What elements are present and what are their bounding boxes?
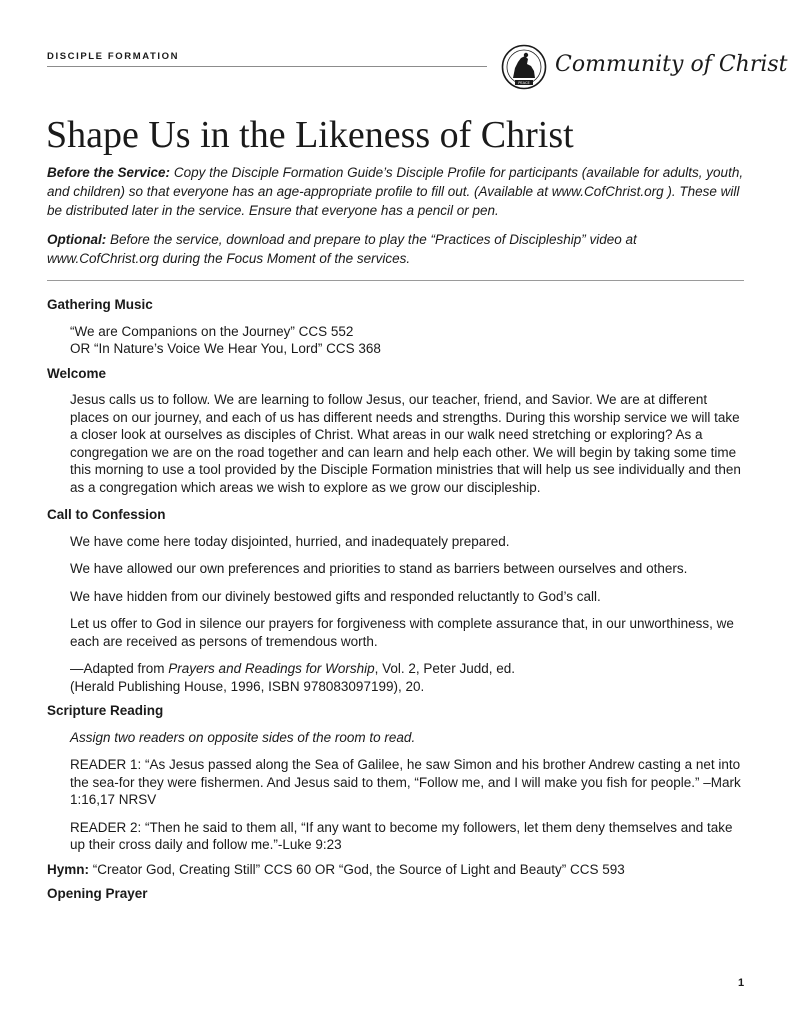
- hymn-line: [47, 861, 747, 879]
- welcome-heading: Welcome: [47, 365, 107, 381]
- page-title: Shape Us in the Likeness of Christ: [46, 114, 574, 156]
- scripture-heading: Scripture Reading: [47, 703, 164, 718]
- confession-heading: Call to Confession: [47, 507, 166, 522]
- section-divider: [47, 280, 744, 281]
- confession-paragraph: We have hidden from our divinely bestowed gifts and responded reluctantly to God’s call.: [70, 588, 601, 604]
- optional-text: Before the service, download and prepare to play the “Practices of Discipleship” video at www.CofChrist.org during the Focus Moment of the services.: [47, 232, 637, 266]
- reader-2-text: READER 2: “Then he said to them all, “If any want to become my followers, let them deny themselves and take up their cross daily and follow me.”-Luke 9:23: [70, 819, 733, 852]
- page-number: 1: [738, 977, 745, 989]
- source-title: Prayers and Readings for Worship: [168, 661, 375, 676]
- reader-1-text: READER 1: “As Jesus passed along the Sea of Galilee, he saw Simon and his brother Andrew casting a net into the sea-for they were fishermen. And Jesus said to them, “Follow me, and I will make you fish for people.” –Mark 1:16,17 NRSV: [70, 757, 741, 807]
- section-label: DISCIPLE FORMATION: [47, 51, 180, 62]
- confession-source: [70, 660, 747, 678]
- order-of-worship: [47, 296, 747, 903]
- confession-source-publisher: (Herald Publishing House, 1996, ISBN 978083097199), 20.: [70, 678, 425, 694]
- header-divider: [47, 66, 487, 67]
- optional-label: Optional:: [47, 232, 107, 247]
- seal-text: PEACE: [518, 81, 530, 85]
- before-service-label: Before the Service:: [47, 165, 171, 180]
- confession-paragraph: We have allowed our own preferences and priorities to stand as barriers between ourselves and others.: [70, 561, 688, 576]
- source-rest: , Vol. 2, Peter Judd, ed.: [374, 661, 515, 676]
- confession-paragraph: Let us offer to God in silence our prayers for forgiveness with complete assurance that, in our unworthiness, we each are received as persons of tremendous worth.: [70, 616, 734, 649]
- confession-paragraph: We have come here today disjointed, hurried, and inadequately prepared.: [70, 533, 510, 549]
- gathering-music-heading: Gathering Music: [47, 297, 153, 312]
- seal-icon: [501, 44, 547, 90]
- before-service-note: [47, 163, 747, 220]
- logo-text: Community of Christ: [555, 52, 788, 77]
- gathering-music-option-1: “We are Companions on the Journey” CCS 552: [70, 323, 354, 339]
- gathering-music-option-2: OR “In Nature’s Voice We Hear You, Lord” CCS 368: [70, 341, 381, 356]
- before-service-text: Copy the Disciple Formation Guide’s Disciple Profile for participants (available for adults, youth, and children) so that everyone has an age-appropriate profile to fill out. (Available at www.CofChrist.org ). These will be distributed later in the service. Ensure that everyone has a pencil or pen.: [47, 165, 744, 218]
- hymn-label: Hymn:: [47, 861, 90, 877]
- welcome-text: Jesus calls us to follow. We are learning to follow Jesus, our teacher, friend, and Savior. We are at different places on our journey, and each of us has different needs and strengths. During this worship service we will take a closer look at ourselves as disciples of Christ. What areas in our walk need stretching or exploring? As a congregation we are on the road together and can learn and help each other. We will begin by taking some time this morning to use a tool provided by the Disciple Formation ministries that will help us see individually and then as a congregation which areas we wish to explore as we grow our discipleship.: [70, 392, 741, 495]
- community-of-christ-logo: [501, 44, 788, 90]
- hymn-text: “Creator God, Creating Still” CCS 60 OR “God, the Source of Light and Beauty” CCS 593: [89, 861, 625, 877]
- scripture-instruction: Assign two readers on opposite sides of the room to read.: [70, 729, 416, 745]
- opening-prayer-heading: Opening Prayer: [47, 886, 148, 901]
- source-prefix: —Adapted from: [70, 661, 169, 676]
- optional-note: [47, 230, 747, 268]
